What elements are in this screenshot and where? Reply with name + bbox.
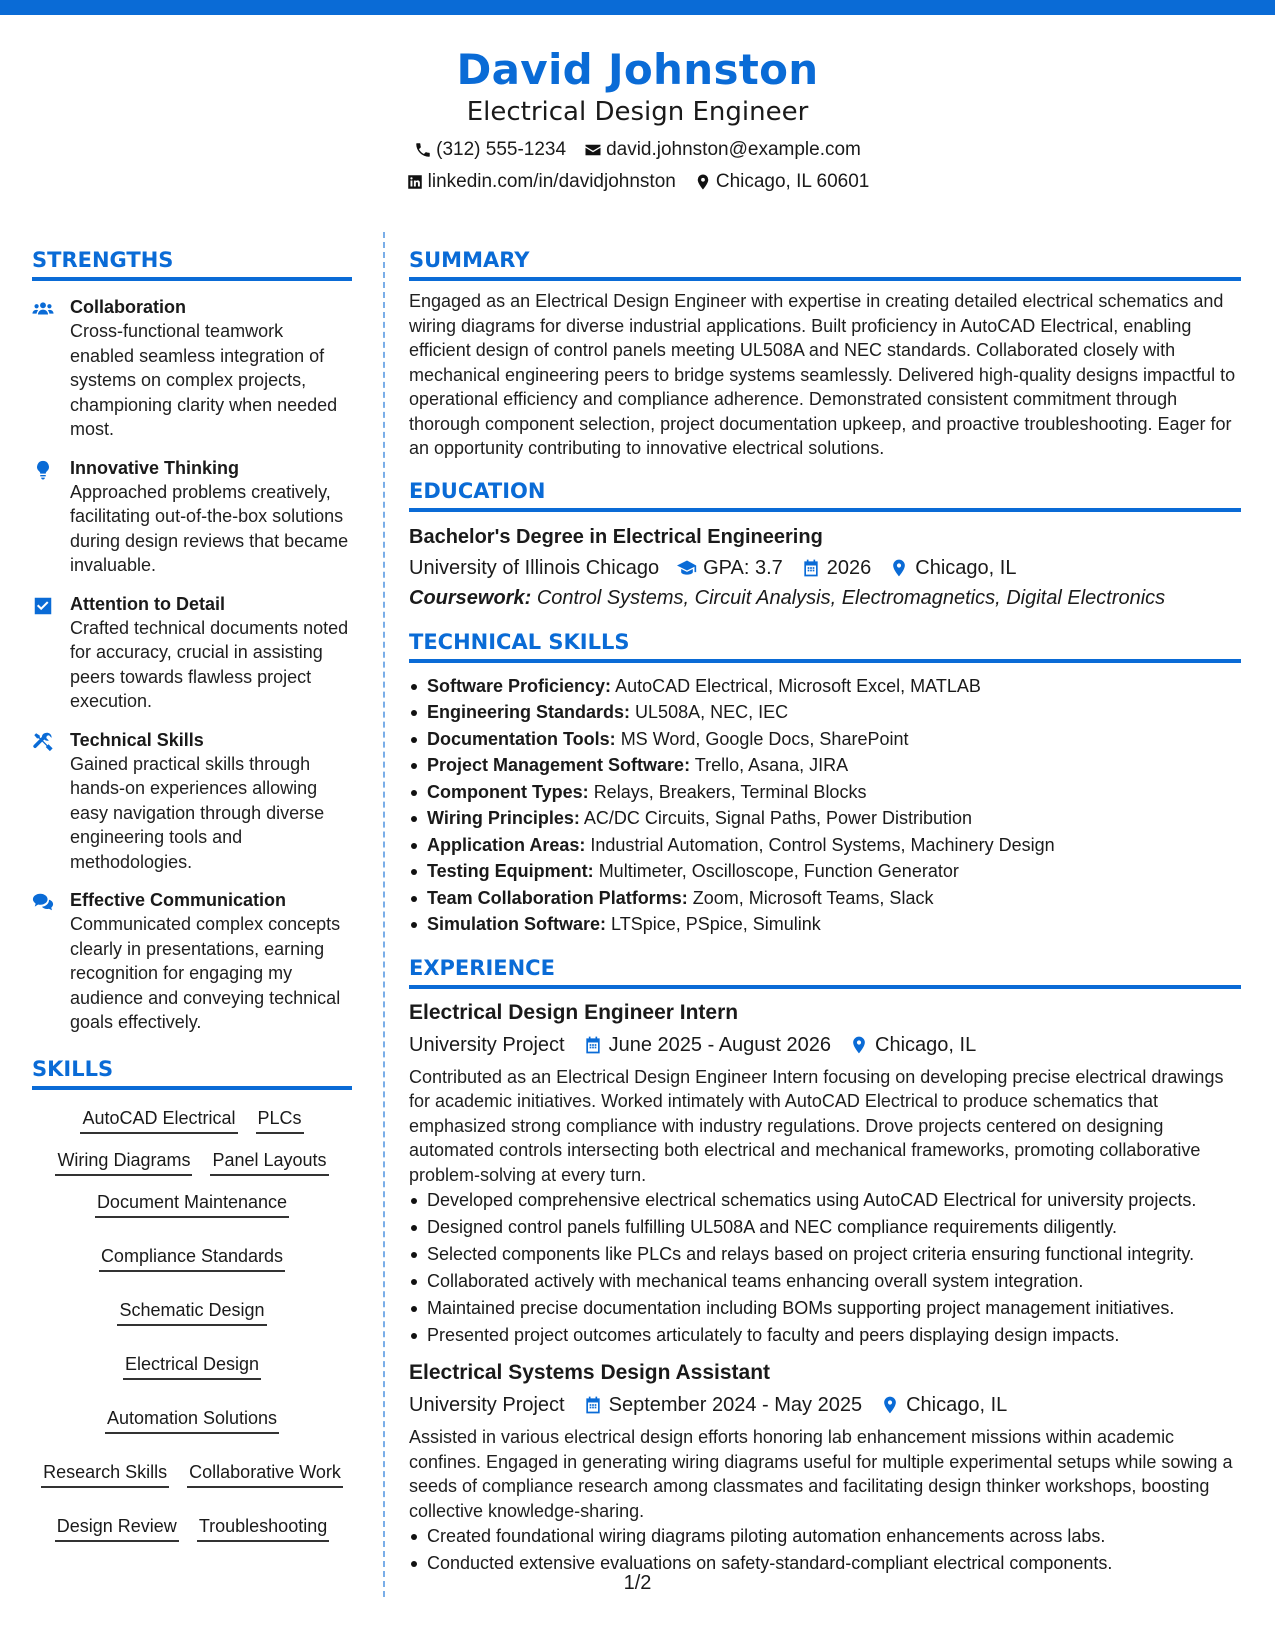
phone-text: (312) 555-1234 — [436, 139, 567, 160]
job-bullets — [409, 1523, 1241, 1577]
list-item — [409, 805, 1241, 832]
strength-title: Attention to Detail — [70, 593, 225, 614]
list-item — [409, 911, 1241, 938]
contact-row-2 — [0, 170, 1275, 194]
linkedin-link[interactable]: linkedin.com/in/davidjohnston — [427, 171, 676, 192]
job-bullets — [409, 1187, 1241, 1349]
job-title: Electrical Design Engineer Intern — [409, 1000, 739, 1024]
coursework-label: Coursework: — [409, 586, 532, 609]
linkedin-icon — [406, 173, 424, 191]
skill-value: Industrial Automation, Control Systems, Machinery Design — [590, 834, 1055, 855]
strengths-section — [32, 246, 352, 1035]
skill-tag: Compliance Standards — [99, 1242, 285, 1272]
list-item: Created foundational wiring diagrams piloting automation enhancements across labs. — [409, 1523, 1241, 1550]
job-dates: June 2025 - August 2026 — [608, 1033, 832, 1056]
checkbox-icon — [32, 595, 54, 617]
list-item — [409, 885, 1241, 912]
calendar-icon — [801, 558, 821, 578]
envelope-icon — [584, 141, 602, 159]
strength-item — [32, 728, 352, 875]
skill-label: Project Management Software: — [427, 755, 691, 775]
strength-title: Collaboration — [70, 297, 186, 317]
technical-skills-list — [409, 673, 1241, 938]
skill-tag: Collaborative Work — [187, 1458, 343, 1488]
list-item: Collaborated actively with mechanical teams enhancing overall system integration. — [409, 1268, 1241, 1295]
skill-tag: Wiring Diagrams — [55, 1146, 192, 1176]
skill-value: MS Word, Google Docs, SharePoint — [620, 728, 909, 749]
right-column — [409, 246, 1241, 1577]
skill-tag: Electrical Design — [123, 1350, 261, 1380]
skill-value: Trello, Asana, JIRA — [694, 755, 849, 775]
resume-header — [0, 44, 1275, 194]
skill-label: Team Collaboration Platforms: — [427, 887, 688, 908]
skill-tag: AutoCAD Electrical — [80, 1104, 237, 1134]
map-pin-icon — [694, 173, 712, 191]
list-item: Designed control panels fulfilling UL508A and NEC compliance requirements diligently. — [409, 1214, 1241, 1241]
skill-tag: Document Maintenance — [95, 1188, 289, 1218]
skill-value: AutoCAD Electrical, Microsoft Excel, MATLAB — [615, 675, 981, 696]
list-item: Conducted extensive evaluations on safety-standard-compliant electrical components. — [409, 1550, 1241, 1577]
job-org: University Project — [409, 1033, 565, 1056]
job-meta — [409, 1391, 1241, 1419]
job-entry — [409, 1359, 1241, 1577]
job-title: Electrical Systems Design Assistant — [409, 1361, 771, 1384]
skill-value: Relays, Breakers, Terminal Blocks — [593, 781, 867, 802]
skill-label: Engineering Standards: — [427, 702, 631, 722]
strength-item — [32, 295, 352, 442]
strength-desc: Approached problems creatively, facilitating out-of-the-box solutions during design reviews that became invaluable. — [70, 481, 349, 575]
strength-item — [32, 592, 352, 714]
coursework-list: Control Systems, Circuit Analysis, Electromagnetics, Digital Electronics — [536, 586, 1166, 609]
experience-heading: EXPERIENCE — [409, 954, 1241, 989]
education-heading: EDUCATION — [409, 477, 1241, 512]
candidate-role: Electrical Design Engineer — [466, 97, 809, 127]
gpa: GPA: 3.7 — [703, 556, 783, 579]
skill-label: Component Types: — [427, 781, 589, 802]
map-pin-icon — [880, 1395, 900, 1415]
list-item — [409, 673, 1241, 700]
tools-icon — [32, 731, 54, 753]
school-name: University of Illinois Chicago — [409, 556, 660, 579]
skill-value: Multimeter, Oscilloscope, Function Generator — [598, 861, 959, 881]
column-divider — [383, 232, 385, 1597]
strength-item — [32, 888, 352, 1035]
contact-row-1 — [0, 138, 1275, 162]
location-contact — [694, 170, 870, 194]
skills-section — [32, 1055, 352, 1542]
linkedin-contact[interactable] — [406, 170, 676, 194]
skill-tag: Design Review — [55, 1512, 179, 1542]
technical-skills-section — [409, 628, 1241, 938]
job-entry — [409, 999, 1241, 1350]
list-item — [409, 779, 1241, 806]
strength-title: Technical Skills — [70, 729, 204, 750]
strength-desc: Crafted technical documents noted for accuracy, crucial in assisting peers towards flawless project execution. — [70, 617, 349, 711]
job-location: Chicago, IL — [875, 1033, 977, 1056]
skill-value: UL508A, NEC, IEC — [635, 702, 789, 722]
skill-tag: Panel Layouts — [210, 1146, 328, 1176]
strengths-heading: STRENGTHS — [32, 246, 352, 281]
coursework — [409, 584, 1241, 612]
skill-label: Simulation Software: — [427, 914, 607, 934]
strength-title: Innovative Thinking — [70, 457, 240, 478]
graduation-cap-icon — [677, 558, 697, 578]
left-column — [32, 246, 352, 1542]
strength-desc: Communicated complex concepts clearly in presentations, earning recognition for engaging my audience and conveying technical goals effectively. — [70, 914, 341, 1032]
degree-title: Bachelor's Degree in Electrical Engineering — [409, 525, 823, 548]
skills-list — [32, 1104, 352, 1542]
skill-value: AC/DC Circuits, Signal Paths, Power Distribution — [583, 808, 973, 828]
skill-tag: Troubleshooting — [197, 1512, 329, 1542]
email-contact[interactable] — [584, 138, 861, 162]
strength-item — [32, 456, 352, 578]
job-org: University Project — [409, 1394, 565, 1416]
calendar-icon — [583, 1035, 603, 1055]
skill-tag: PLCs — [256, 1104, 304, 1134]
skill-tag: Schematic Design — [117, 1296, 266, 1326]
map-pin-icon — [889, 558, 909, 578]
email-link[interactable]: david.johnston@example.com — [606, 139, 861, 160]
technical-skills-heading: TECHNICAL SKILLS — [409, 628, 1241, 663]
people-icon — [32, 298, 54, 320]
skills-heading: SKILLS — [32, 1055, 352, 1090]
list-item: Maintained precise documentation including BOMs supporting project management initiatives. — [409, 1295, 1241, 1322]
job-meta — [409, 1031, 1241, 1059]
list-item — [409, 858, 1241, 885]
job-dates: September 2024 - May 2025 — [608, 1394, 863, 1416]
list-item — [409, 832, 1241, 859]
phone-icon — [414, 141, 432, 159]
experience-section — [409, 954, 1241, 1578]
summary-heading: SUMMARY — [409, 246, 1241, 281]
skill-tag: Research Skills — [41, 1458, 169, 1488]
list-item — [409, 699, 1241, 726]
strength-title: Effective Communication — [70, 890, 287, 910]
graduation-year: 2026 — [826, 556, 872, 579]
strength-desc: Gained practical skills through hands-on experiences allowing easy navigation through diverse engineering tools and methodologies. — [70, 753, 325, 872]
strength-desc: Cross-functional teamwork enabled seamless integration of systems on complex projects, championing clarity when needed most. — [70, 321, 338, 439]
skill-label: Software Proficiency: — [427, 675, 612, 696]
candidate-name: David Johnston — [456, 45, 819, 94]
page-number: 1/2 — [623, 1572, 652, 1594]
skill-tag: Automation Solutions — [105, 1404, 279, 1434]
skill-value: LTSpice, PSpice, Simulink — [611, 914, 821, 934]
skill-label: Documentation Tools: — [427, 728, 616, 749]
top-accent-bar — [0, 0, 1275, 15]
education-meta — [409, 554, 1241, 582]
lightbulb-icon — [32, 459, 54, 481]
list-item — [409, 752, 1241, 779]
map-pin-icon — [849, 1035, 869, 1055]
skill-label: Wiring Principles: — [427, 808, 580, 828]
school-location: Chicago, IL — [915, 556, 1017, 579]
calendar-icon — [583, 1395, 603, 1415]
summary-text: Engaged as an Electrical Design Engineer with expertise in creating detailed electrical schematics and wiring diagrams for diverse industrial applications. Built proficiency in AutoCAD Electrical, enabling efficient design of control panels meeting UL508A and NEC standards. Collaborated closely with mechanical engineering peers to bridge systems seamlessly. Delivered high-quality designs impactful to operational efficiency and compliance adherence. Demonstrated consistent commitment through thorough component selection, project documentation upkeep, and proactive troubleshooting. Eager for an opportunity contributing to innovative electrical solutions. — [409, 291, 1236, 458]
skill-value: Zoom, Microsoft Teams, Slack — [692, 887, 934, 908]
summary-section — [409, 246, 1241, 461]
list-item — [409, 726, 1241, 753]
location-text: Chicago, IL 60601 — [715, 171, 870, 192]
list-item: Presented project outcomes articulately to faculty and peers displaying design impacts. — [409, 1322, 1241, 1349]
phone-contact — [414, 138, 566, 162]
education-section — [409, 477, 1241, 612]
job-description: Contributed as an Electrical Design Engineer Intern focusing on developing precise electrical drawings for academic initiatives. Worked intimately with AutoCAD Electrical to produce schematics that emphasized strong compliance with industry regulations. Drove projects centered on designing automated controls intersecting both electrical and mechanical frameworks, promoting collaborative problem-solving at every turn. — [409, 1066, 1224, 1185]
skill-label: Testing Equipment: — [427, 861, 594, 881]
skill-label: Application Areas: — [427, 834, 586, 855]
list-item: Developed comprehensive electrical schematics using AutoCAD Electrical for university projects. — [409, 1187, 1241, 1214]
comments-icon — [32, 891, 54, 913]
list-item: Selected components like PLCs and relays based on project criteria ensuring functional integrity. — [409, 1241, 1241, 1268]
job-description: Assisted in various electrical design efforts honoring lab enhancement missions within academic confines. Engaged in generating wiring diagrams useful for multiple experimental setups while sowing a seeds of compliance research among classmates and facilitating design thinker workshops, boosting collective knowledge-sharing. — [409, 1427, 1233, 1521]
job-location: Chicago, IL — [906, 1394, 1008, 1416]
